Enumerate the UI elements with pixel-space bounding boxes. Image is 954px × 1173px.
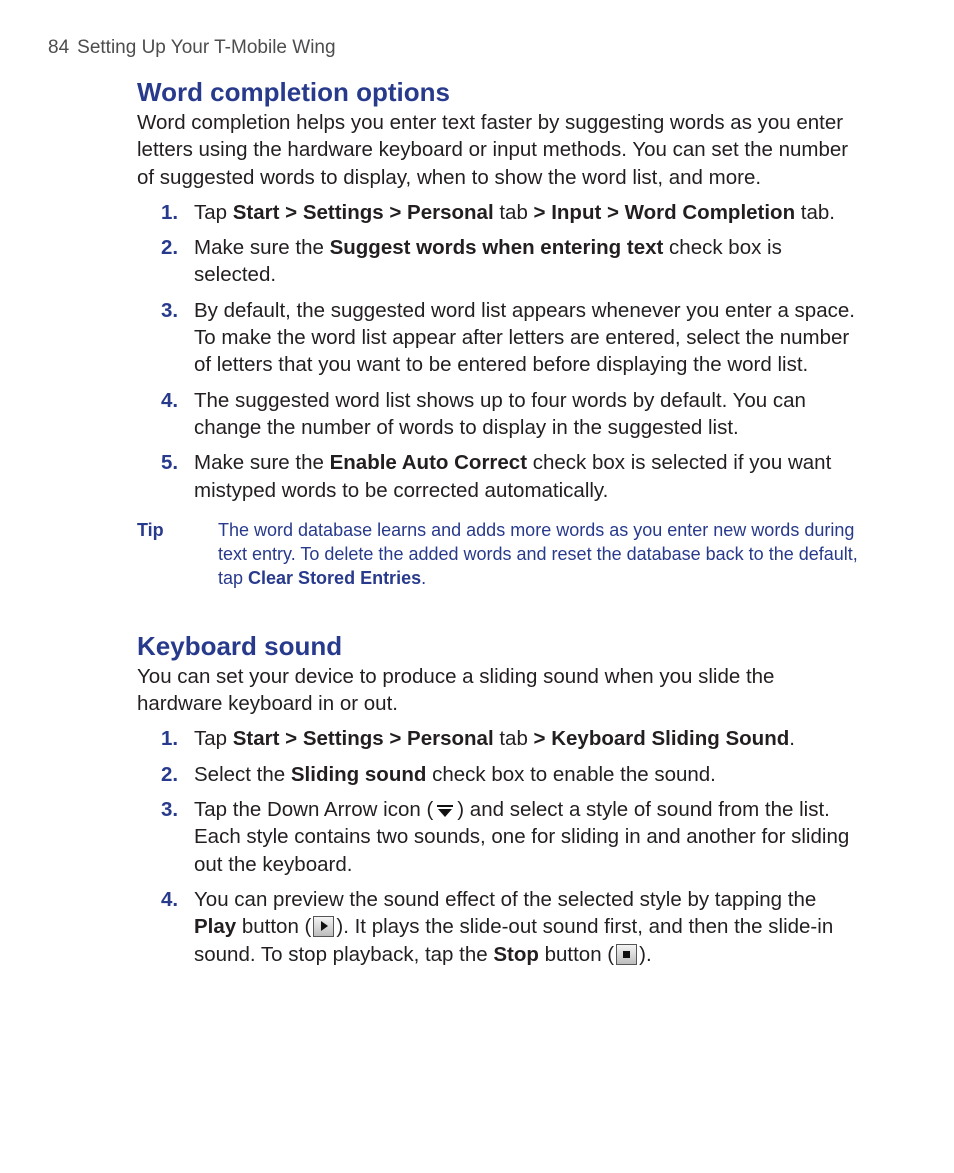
step-number: 3. <box>161 298 179 322</box>
step-bold: > Keyboard Sliding Sound <box>533 727 790 751</box>
list-item <box>137 725 859 752</box>
page-content <box>137 75 859 976</box>
list-item <box>137 387 859 442</box>
step-text: check box is selected if you want mistyped words to be corrected automatically. <box>194 451 832 502</box>
step-text: button ( <box>236 915 312 939</box>
page-number: 84 <box>48 37 70 58</box>
step-text: tab <box>493 200 534 224</box>
step-text: Tap <box>194 200 233 224</box>
step-text: ) and select a style of sound from the list. Each style contains two sounds, one for sliding in and another for sliding out the keyboard. <box>194 798 850 876</box>
step-number: 4. <box>161 388 179 412</box>
step-number: 2. <box>161 236 179 260</box>
section-keyboard-sound <box>137 629 859 968</box>
list-item <box>137 297 859 379</box>
steps-list <box>137 199 859 504</box>
step-text: Select the <box>194 762 291 786</box>
step-text: tab <box>493 727 534 751</box>
step-text: check box to enable the sound. <box>426 762 716 786</box>
list-item <box>137 199 859 226</box>
tip-bold: Clear Stored Entries <box>248 567 422 588</box>
step-text: Tap <box>194 727 233 751</box>
list-item <box>137 761 859 788</box>
stop-button-icon <box>616 944 637 965</box>
section-heading-keyboard-sound: Keyboard sound <box>137 630 343 661</box>
step-text: By default, the suggested word list appears whenever you enter a space. To make the word list appear after letters are entered, select the number of letters that you want to be entered before displaying the word list. <box>194 298 855 377</box>
step-text: Tap the Down Arrow icon ( <box>194 798 434 822</box>
step-number: 5. <box>161 451 179 475</box>
list-item <box>137 796 859 878</box>
section-intro: You can set your device to produce a sliding sound when you slide the hardware keyboard in or out. <box>137 664 775 716</box>
step-text: Make sure the <box>194 236 330 260</box>
step-bold: Suggest words when entering text <box>329 236 664 260</box>
step-text: tab. <box>795 200 835 224</box>
tip-text <box>218 518 859 590</box>
step-text: You can preview the sound effect of the selected style by tapping the <box>194 887 817 911</box>
step-text: ). <box>639 942 652 966</box>
list-item <box>137 449 859 504</box>
tip-note <box>137 518 859 590</box>
step-text: check box is selected. <box>194 236 782 287</box>
list-item <box>137 886 859 968</box>
steps-list <box>137 725 859 967</box>
step-number: 4. <box>161 887 179 911</box>
step-number: 1. <box>161 200 179 224</box>
list-item <box>137 234 859 289</box>
step-text: Make sure the <box>194 451 330 475</box>
tip-text-part: . <box>421 567 427 588</box>
step-number: 3. <box>161 798 179 822</box>
step-text: . <box>789 727 795 751</box>
tip-text-part: The word database learns and adds more words as you enter new words during text entry. To delete the added words and reset the database back to the default, tap <box>218 519 858 588</box>
play-button-icon <box>313 916 334 937</box>
step-text: The suggested word list shows up to four words by default. You can change the number of words to display in the suggested list. <box>194 388 806 439</box>
section-intro: Word completion helps you enter text faster by suggesting words as you enter letters using the hardware keyboard or input methods. You can set the number of suggested words to display, when to show the word list, and more. <box>137 111 849 189</box>
down-arrow-icon <box>435 804 455 818</box>
step-bold: Start > Settings > Personal <box>232 727 494 751</box>
step-number: 1. <box>161 727 179 751</box>
chapter-title: Setting Up Your T-Mobile Wing <box>77 37 336 58</box>
step-bold: Enable Auto Correct <box>329 451 528 475</box>
step-bold: Stop <box>493 942 539 966</box>
step-bold: > Input > Word Completion <box>533 200 796 224</box>
step-text: button ( <box>538 942 615 966</box>
step-text: ). It plays the slide-out sound first, and then the slide-in sound. To stop playback, tap the <box>194 915 834 966</box>
section-heading-word-completion: Word completion options <box>137 77 450 107</box>
step-bold: Start > Settings > Personal <box>232 200 494 224</box>
step-bold: Sliding sound <box>290 762 427 786</box>
page-header <box>48 37 336 59</box>
step-number: 2. <box>161 762 179 786</box>
step-bold: Play <box>194 915 237 939</box>
tip-label: Tip <box>137 519 164 540</box>
